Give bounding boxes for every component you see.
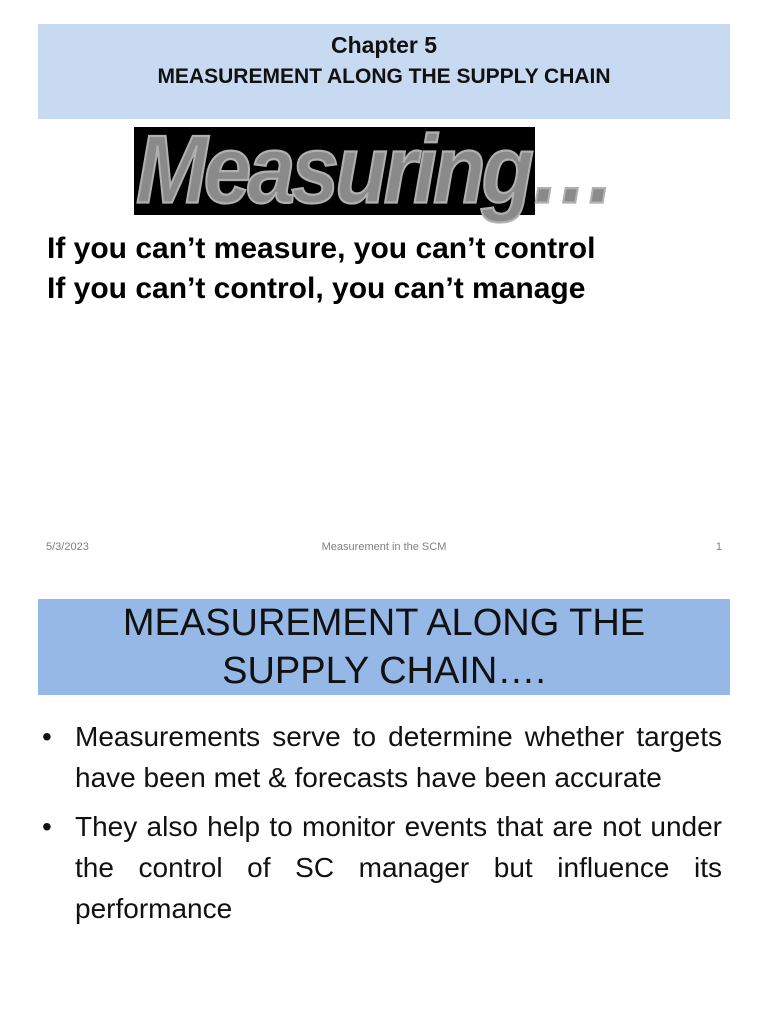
slide-1-title-band [38, 24, 730, 119]
bullet-item [40, 716, 722, 798]
slide-1-title: MEASUREMENT ALONG THE SUPPLY CHAIN [157, 65, 611, 88]
wordart-text: Measuring… [136, 116, 613, 224]
slide-2-title-band [38, 599, 730, 695]
slide-2-title-line-2: SUPPLY CHAIN…. [222, 650, 546, 692]
bullet-dot-icon: • [42, 721, 52, 752]
chapter-label: Chapter 5 [330, 32, 438, 58]
bullet-item [40, 806, 722, 929]
bullet-list [40, 716, 722, 937]
footer-page-number: 1 [715, 541, 722, 553]
slide-2-title-line-1: MEASUREMENT ALONG THE [122, 602, 646, 644]
measuring-wordart [134, 116, 613, 224]
bullet-dot-icon: • [42, 811, 52, 842]
quote-line-1: If you can’t measure, you can’t control [47, 232, 596, 265]
slide-2 [0, 572, 768, 1024]
footer-title: Measurement in the SCM [321, 541, 447, 553]
bullet-text: They also help to monitor events that are not under the control of SC manager but influence its performance [75, 811, 722, 924]
quote-line-2: If you can’t control, you can’t manage [47, 272, 586, 305]
footer-date: 5/3/2023 [46, 541, 89, 553]
bullet-text: Measurements serve to determine whether targets have been met & forecasts have been accurate [75, 721, 722, 793]
